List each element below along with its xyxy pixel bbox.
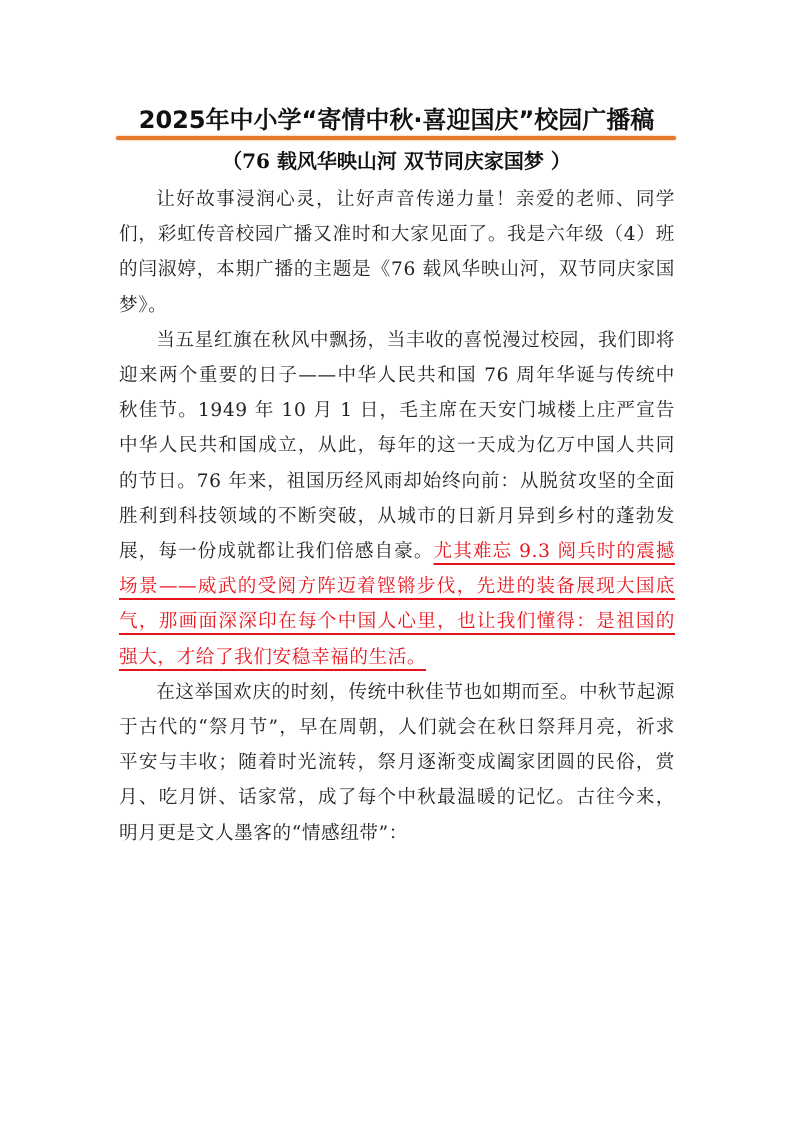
paragraph-text: 在这举国欢庆的时刻，传统中秋佳节也如期而至。中秋节起源于古代的“祭月节”，早在周朝，人们就会在秋日祭拜月亮，祈求平安与丰收；随着时光流转，祭月逐渐变成阖家团圆的民俗，赏月、吃月饼、话家常，成了每个中秋最温暖的记忆。古往今来，明月更是文人墨客的“情感纽带”： bbox=[119, 681, 675, 844]
document-title: 2025年中小学“寄情中秋·喜迎国庆”校园广播稿 bbox=[138, 106, 655, 134]
document-body bbox=[119, 182, 675, 851]
paragraph-intro bbox=[119, 182, 675, 323]
paragraph-mid-autumn bbox=[119, 675, 675, 851]
title-underline-rule bbox=[116, 136, 676, 140]
paragraph-national-day bbox=[119, 323, 675, 675]
document-subtitle: （76 载风华映山河 双节同庆家国梦 ） bbox=[222, 149, 571, 173]
paragraph-text: 让好故事浸润心灵，让好声音传递力量！亲爱的老师、同学们，彩虹传音校园广播又准时和大家见面了。我是六年级（4）班的闫淑婷，本期广播的主题是《76 载风华映山河，双节同庆家国梦》。 bbox=[119, 189, 675, 316]
paragraph-text: 当五星红旗在秋风中飘扬，当丰收的喜悦漫过校园，我们即将迎来两个重要的日子——中华人民共和国 76 周年华诞与传统中秋佳节。1949 年 10 月 1 日，毛主席在天安门城楼上庄严宣告中华人民共和国成立，从此，每年的这一天成为亿万中国人共同的节日。76 年来，祖国历经风雨却始终向前：从脱贫攻坚的全面胜利到科技领域的不断突破，从城市的日新月异到乡村的蓬勃发展，每一份成就都让我们倍感自豪。 bbox=[119, 329, 675, 563]
highlighted-parade-text: 尤其难忘 9.3 阅兵时的震撼场景——威武的受阅方阵迈着铿锵步伐，先进的装备展现大国底气，那画面深深印在每个中国人心里，也让我们懂得：是祖国的强大，才给了我们安稳幸福的生活。 bbox=[119, 541, 675, 668]
